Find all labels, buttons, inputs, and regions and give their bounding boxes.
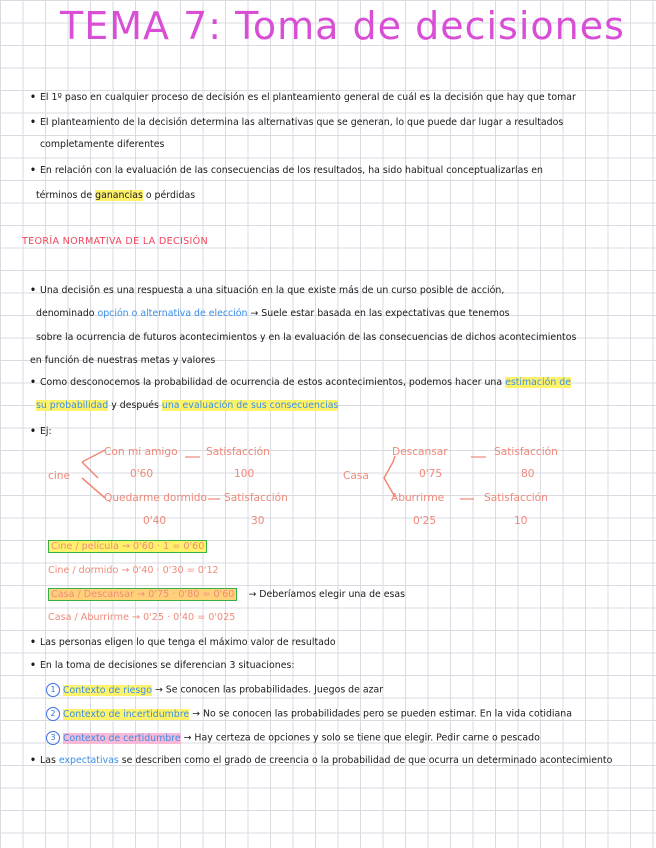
cine-opt2-val: 30	[251, 515, 265, 527]
casa-opt1-prob: 0'75	[419, 468, 443, 480]
ej-label: • Ej:	[30, 426, 52, 437]
ej-text: Ej:	[40, 426, 52, 437]
cine-opt1: Con mi amigo	[104, 446, 178, 458]
intro-text-3-prefix: términos de	[36, 190, 93, 201]
cine-node: cine	[48, 470, 70, 482]
def-option-term: opción o alternativa de elección	[97, 308, 248, 319]
cine-opt2-prob: 0'40	[143, 515, 167, 527]
def-line-5: • Como desconocemos la probabilidad de ocurrencia de estos acontecimientos, podemos hacer una estimación de	[30, 377, 572, 388]
page-title: TEMA 7: Toma de decisiones	[60, 4, 625, 48]
casa-opt2-prob: 0'25	[413, 515, 437, 527]
def-text-1: Una decisión es una respuesta a una situación en la que existe más de un curso posible de acción,	[40, 285, 505, 296]
situation-3-desc: → Hay certeza de opciones y solo se tiene que elegir. Pedir carne o pescado	[183, 732, 540, 744]
situation-2-number: 2	[46, 707, 60, 721]
casa-node: Casa	[343, 470, 369, 482]
calc-3-text: Casa / Descansar → 0'75 · 0'80 = 0'60	[48, 588, 237, 601]
situation-1-number: 1	[46, 683, 60, 697]
def-line-1: • Una decisión es una respuesta a una situación en la que existe más de un curso posible de acción,	[30, 285, 505, 296]
situation-1	[46, 683, 383, 697]
calc-4-text: Casa / Aburrirme → 0'25 · 0'40 = 0'025	[48, 612, 236, 623]
tail-bullet-2: • En la toma de decisiones se diferencian 3 situaciones:	[30, 660, 295, 671]
calc-2-text: Cine / dormido → 0'40 · 0'30 = 0'12	[48, 565, 219, 576]
situation-3-title: Contexto de certidumbre	[63, 732, 181, 744]
intro-text-2: El planteamiento de la decisión determina las alternativas que se generan, lo que puede dar lugar a resultados	[40, 117, 564, 128]
tail-bullet-3: • Las expectativas se describen como el grado de creencia o la probabilidad de que ocurra un determinado acontecimiento	[30, 755, 613, 766]
casa-opt2-val: 10	[514, 515, 528, 527]
calc-1	[48, 541, 207, 552]
tail-expectativas: expectativas	[58, 755, 119, 766]
intro-bullet-3: • En relación con la evaluación de las consecuencias de los resultados, ha sido habitual conceptualizarlas en	[30, 165, 543, 176]
casa-opt2-sat: Satisfacción	[484, 492, 548, 504]
tail-bullet-1: • Las personas eligen lo que tenga el máximo valor de resultado	[30, 637, 336, 648]
casa-opt2: Aburrirme	[391, 492, 445, 504]
def-probability: su probabilidad	[36, 400, 109, 411]
cine-opt2: Quedarme dormido	[104, 492, 208, 504]
situation-2-desc: → No se conocen las probabilidades pero se pueden estimar. En la vida cotidiana	[192, 708, 572, 720]
calc-2	[48, 565, 219, 576]
tail-text-1: Las personas eligen lo que tenga el máximo valor de resultado	[40, 637, 336, 648]
casa-opt1-sat: Satisfacción	[494, 446, 558, 458]
cine-opt2-sat: Satisfacción	[224, 492, 288, 504]
section-heading: TEORÍA NORMATIVA DE LA DECISIÓN	[22, 236, 208, 247]
intro-text-3-suffix: o pérdidas	[145, 190, 196, 201]
def-text-2c: → Suele estar basada en las expectativas que tenemos	[250, 308, 510, 319]
situation-1-title: Contexto de riesgo	[63, 684, 152, 696]
situation-3	[46, 731, 540, 745]
cine-opt1-sat: Satisfacción	[206, 446, 270, 458]
tail-text-3a: Las	[40, 755, 56, 766]
calc-1-text: Cine / película → 0'60 · 1 = 0'60	[48, 540, 207, 553]
def-line-4: en función de nuestras metas y valores	[30, 355, 216, 366]
intro-text-1: El 1º paso en cualquier proceso de decisión es el planteamiento general de cuál es la decisión que hay que tomar	[40, 92, 576, 103]
casa-opt1: Descansar	[392, 446, 448, 458]
situation-1-desc: → Se conocen las probabilidades. Juegos de azar	[154, 684, 384, 696]
highlight-ganancias: ganancias	[95, 190, 143, 201]
def-line-3: sobre la ocurrencia de futuros acontecimientos y en la evaluación de las consecuencias de dichos acontecimientos	[36, 332, 577, 343]
intro-text-2-cont: completamente diferentes	[40, 139, 165, 150]
def-evaluation: una evaluación de sus consecuencias	[161, 400, 339, 411]
situation-3-number: 3	[46, 731, 60, 745]
casa-opt1-val: 80	[521, 468, 535, 480]
def-estimation: estimación de	[505, 377, 572, 388]
casa-branch-top	[384, 456, 395, 478]
tail-text-3c: se describen como el grado de creencia o la probabilidad de que ocurra un determinado acontecimiento	[121, 755, 613, 766]
tail-text-2: En la toma de decisiones se diferencian 3 situaciones:	[40, 660, 295, 671]
cine-branch-top	[82, 450, 105, 478]
intro-bullet-2: • El planteamiento de la decisión determina las alternativas que se generan, lo que puede dar lugar a resultados	[30, 117, 564, 128]
def-text-6b: y después	[111, 400, 159, 411]
cine-opt1-val: 100	[234, 468, 255, 480]
calc-note: → Deberíamos elegir una de esas	[248, 589, 406, 600]
situation-2-title: Contexto de incertidumbre	[63, 708, 190, 720]
calc-3	[48, 589, 405, 601]
cine-opt1-prob: 0'60	[130, 468, 154, 480]
cine-branch-bottom	[82, 478, 105, 498]
calc-4	[48, 612, 235, 623]
def-text-2a: denominado	[36, 308, 95, 319]
intro-bullet-1: • El 1º paso en cualquier proceso de decisión es el planteamiento general de cuál es la decisión que hay que tomar	[30, 92, 576, 103]
def-text-5a: Como desconocemos la probabilidad de ocurrencia de estos acontecimientos, podemos hacer una	[40, 377, 503, 388]
intro-text-3: En relación con la evaluación de las consecuencias de los resultados, ha sido habitual conceptualizarlas en	[40, 165, 543, 176]
situation-2	[46, 707, 572, 721]
